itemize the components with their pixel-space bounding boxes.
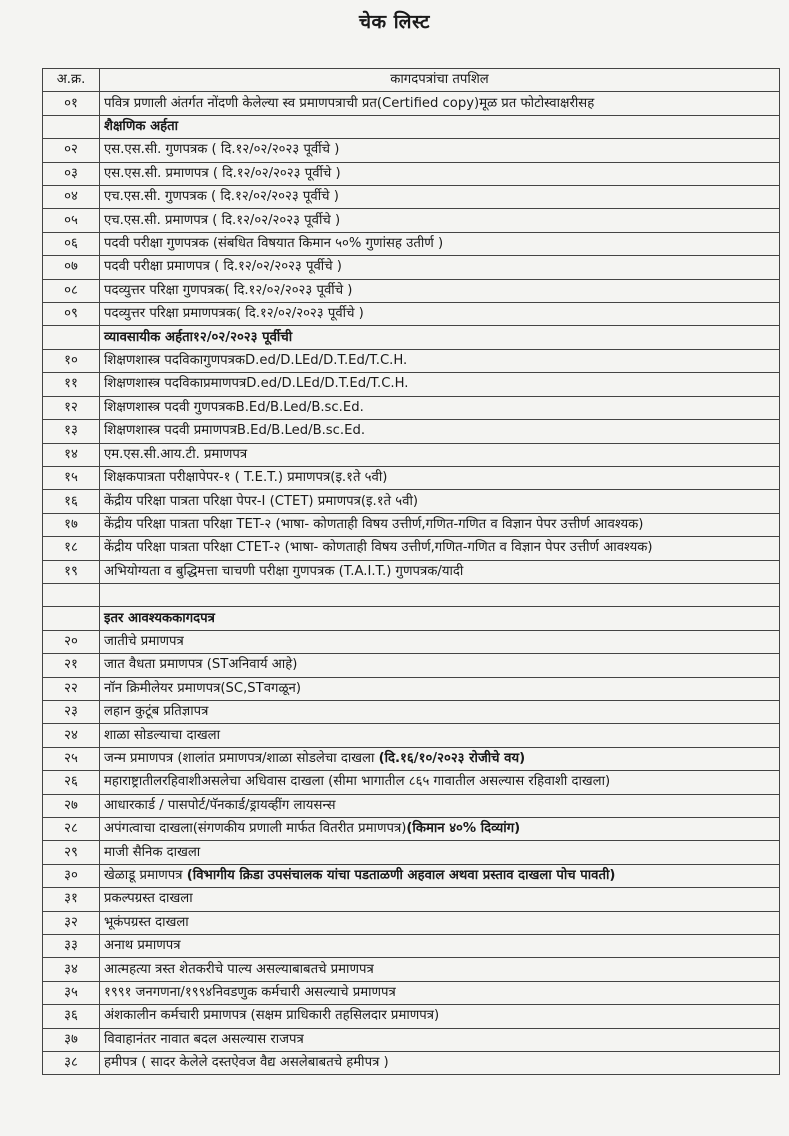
description-text: एच.एस.सी. गुणपत्रक ( दि.१२/०२/२०२३ पूर्वीचे ) (104, 189, 339, 205)
description-emphasis: (दि.१६/१०/२०२३ रोजीचे वय) (378, 750, 526, 766)
table-row (43, 958, 780, 981)
checklist-table (42, 68, 780, 1075)
checklist-rows (43, 92, 780, 1075)
table-row (43, 841, 780, 864)
document-description (100, 1052, 780, 1075)
document-description (100, 92, 780, 115)
document-description (100, 466, 780, 489)
table-row (43, 490, 780, 513)
description-emphasis: (विभागीय क्रिडा उपसंचालक यांचा पडताळणी अहवाल अथवा प्रस्ताव दाखला पोच पावती) (186, 868, 616, 884)
serial-number (43, 607, 100, 630)
description-text: १९९१ जनगणना/१९९४निवडणुक कर्मचारी असल्याचे प्रमाणपत्र (104, 985, 396, 1001)
table-row (43, 935, 780, 958)
table-row (43, 724, 780, 747)
description-text: प्रकल्पग्रस्त दाखला (104, 891, 193, 907)
description-text: पदव्युत्तर परिक्षा गुणपत्रक( दि.१२/०२/२०२३ पूर्वीचे ) (104, 282, 353, 298)
table-row (43, 443, 780, 466)
table-row (43, 560, 780, 583)
table-row (43, 139, 780, 162)
description-text: माजी सैनिक दाखला (104, 844, 201, 860)
table-row (43, 256, 780, 279)
table-row (43, 162, 780, 185)
table-header-row (43, 69, 780, 92)
description-text: एच.एस.सी. प्रमाणपत्र ( दि.१२/०२/२०२३ पूर्वीचे ) (104, 212, 341, 228)
document-description (100, 373, 780, 396)
description-text: एम.एस.सी.आय.टी. प्रमाणपत्र (104, 446, 248, 462)
serial-number: २२ (43, 677, 100, 700)
table-row (43, 279, 780, 302)
table-row (43, 654, 780, 677)
document-description (100, 677, 780, 700)
serial-number: १३ (43, 420, 100, 443)
serial-number: ३१ (43, 888, 100, 911)
document-description (100, 654, 780, 677)
table-row (43, 1005, 780, 1028)
serial-number: ३८ (43, 1052, 100, 1075)
serial-number: २३ (43, 700, 100, 723)
table-row (43, 349, 780, 372)
document-description (100, 139, 780, 162)
table-row (43, 420, 780, 443)
description-text: नॉन क्रिमीलेयर प्रमाणपत्र(SC,STवगळून) (104, 680, 301, 696)
section-heading-row (43, 115, 780, 138)
description-text: जातीचे प्रमाणपत्र (104, 633, 184, 649)
table-row (43, 513, 780, 536)
section-heading (100, 607, 780, 630)
document-description (100, 724, 780, 747)
serial-number-header: अ.क्र. (43, 69, 100, 92)
serial-number: ०६ (43, 232, 100, 255)
table-row (43, 700, 780, 723)
serial-number: ०२ (43, 139, 100, 162)
description-text: पवित्र प्रणाली अंतर्गत नोंदणी केलेल्या स्व प्रमाणपत्राची प्रत(Certified copy)मूळ प्रत फोटोस्वाक्षरीसह (104, 95, 595, 111)
serial-number: ०८ (43, 279, 100, 302)
description-text: पदवी परीक्षा प्रमाणपत्र ( दि.१२/०२/२०२३ पूर्वीचे ) (104, 259, 342, 275)
section-heading-row (43, 326, 780, 349)
serial-number: ३६ (43, 1005, 100, 1028)
serial-number: ११ (43, 373, 100, 396)
document-description (100, 935, 780, 958)
document-description (100, 396, 780, 419)
description-text: एस.एस.सी. गुणपत्रक ( दि.१२/०२/२०२३ पूर्वीचे ) (104, 142, 340, 158)
serial-number: ३० (43, 864, 100, 887)
description-text: पदवी परीक्षा गुणपत्रक (संबधित विषयात किमान ५०% गुणांसह उतीर्ण ) (104, 236, 444, 252)
table-row (43, 771, 780, 794)
document-description (100, 513, 780, 536)
document-description (100, 162, 780, 185)
document-description (100, 981, 780, 1004)
serial-number: १२ (43, 396, 100, 419)
serial-number: १४ (43, 443, 100, 466)
serial-number: २५ (43, 747, 100, 770)
serial-number: २७ (43, 794, 100, 817)
table-row (43, 1028, 780, 1051)
blank-row (43, 583, 780, 606)
description-text: व्यावसायीक अर्हता१२/०२/२०२३ पूर्वीची (104, 329, 293, 345)
serial-number: १५ (43, 466, 100, 489)
document-description (100, 583, 780, 606)
description-text: इतर आवश्यककागदपत्र (104, 610, 215, 626)
serial-number: ०१ (43, 92, 100, 115)
document-description (100, 818, 780, 841)
description-text: पदव्युत्तर परिक्षा प्रमाणपत्रक( दि.१२/०२/२०२३ पूर्वीचे ) (104, 306, 364, 322)
table-row (43, 373, 780, 396)
description-text: शाळा सोडल्याचा दाखला (104, 727, 221, 743)
serial-number: १७ (43, 513, 100, 536)
description-text: शैक्षणिक अर्हता (104, 119, 179, 135)
serial-number: १८ (43, 537, 100, 560)
description-text: एस.एस.सी. प्रमाणपत्र ( दि.१२/०२/२०२३ पूर्वीचे ) (104, 165, 341, 181)
table-row (43, 888, 780, 911)
serial-number (43, 583, 100, 606)
serial-number: २० (43, 630, 100, 653)
description-text: महाराष्ट्रातीलरहिवाशीअसलेचा अधिवास दाखला (सीमा भागातील ८६५ गावातील असल्यास रहिवाशी दाखला) (104, 774, 611, 790)
table-row (43, 794, 780, 817)
serial-number: २१ (43, 654, 100, 677)
table-row (43, 396, 780, 419)
table-row (43, 981, 780, 1004)
table-row (43, 466, 780, 489)
document-description (100, 630, 780, 653)
document-description (100, 420, 780, 443)
page-title: चेक लिस्ट (358, 11, 431, 33)
serial-number: १६ (43, 490, 100, 513)
description-emphasis: (किमान ४०% दिव्यांग) (406, 821, 521, 837)
section-heading (100, 115, 780, 138)
description-text: केंद्रीय परिक्षा पात्रता परिक्षा पेपर-I (CTET) प्रमाणपत्र(इ.१ते ५वी) (104, 493, 419, 509)
serial-number: २९ (43, 841, 100, 864)
document-description (100, 443, 780, 466)
description-text: शिक्षणशास्त्र पदवी प्रमाणपत्रB.Ed/B.Led/B.sc.Ed. (104, 423, 366, 439)
serial-number: ०४ (43, 186, 100, 209)
table-row (43, 864, 780, 887)
table-row (43, 1052, 780, 1075)
document-description (100, 279, 780, 302)
serial-number: २४ (43, 724, 100, 747)
document-description (100, 303, 780, 326)
table-row (43, 537, 780, 560)
serial-number: ३४ (43, 958, 100, 981)
table-row (43, 677, 780, 700)
document-description (100, 186, 780, 209)
table-row (43, 630, 780, 653)
document-description (100, 256, 780, 279)
description-text: भूकंपग्रस्त दाखला (104, 914, 189, 930)
document-description (100, 1028, 780, 1051)
document-description (100, 771, 780, 794)
table-row (43, 232, 780, 255)
description-text: खेळाडू प्रमाणपत्र (104, 868, 187, 884)
serial-number: ३२ (43, 911, 100, 934)
serial-number: ०५ (43, 209, 100, 232)
description-text: जात वैधता प्रमाणपत्र (STअनिवार्य आहे) (104, 657, 298, 673)
description-text: केंद्रीय परिक्षा पात्रता परिक्षा TET-२ (भाषा- कोणताही विषय उत्तीर्ण,गणित-गणित व विज्ञान पेपर उत्तीर्ण आवश्यक) (104, 516, 644, 532)
document-description (100, 1005, 780, 1028)
document-description (100, 537, 780, 560)
document-description (100, 349, 780, 372)
description-text: विवाहानंतर नावात बदल असल्यास राजपत्र (104, 1031, 304, 1047)
document-description (100, 747, 780, 770)
document-details-header: कागदपत्रांचा तपशिल (100, 69, 780, 92)
serial-number (43, 326, 100, 349)
document-description (100, 888, 780, 911)
document-description (100, 911, 780, 934)
description-text: अभियोग्यता व बुद्धिमत्ता चाचणी परीक्षा गुणपत्रक (T.A.I.T.) गुणपत्रक/यादी (104, 563, 464, 579)
section-heading (100, 326, 780, 349)
section-heading-row (43, 607, 780, 630)
serial-number: २६ (43, 771, 100, 794)
document-description (100, 560, 780, 583)
serial-number: ०९ (43, 303, 100, 326)
document-description (100, 958, 780, 981)
document-description (100, 490, 780, 513)
description-text: अपंगत्वाचा दाखला(संगणकीय प्रणाली मार्फत वितरीत प्रमाणपत्र) (104, 821, 407, 837)
serial-number: ०३ (43, 162, 100, 185)
description-text: केंद्रीय परिक्षा पात्रता परिक्षा CTET-२ (भाषा- कोणताही विषय उत्तीर्ण,गणित-गणित व विज्ञान पेपर उत्तीर्ण आवश्यक) (104, 540, 653, 556)
description-text: हमीपत्र ( सादर केलेले दस्तऐवज वैद्य असलेबाबतचे हमीपत्र ) (104, 1055, 389, 1071)
table-row (43, 209, 780, 232)
serial-number: ३३ (43, 935, 100, 958)
serial-number: ३७ (43, 1028, 100, 1051)
table-row (43, 303, 780, 326)
document-description (100, 232, 780, 255)
description-text: अनाथ प्रमाणपत्र (104, 938, 181, 954)
description-text: शिक्षणशास्त्र पदविकाप्रमाणपत्रD.ed/D.LEd/D.T.Ed/T.C.H. (104, 376, 409, 392)
table-row (43, 911, 780, 934)
serial-number: १९ (43, 560, 100, 583)
serial-number: १० (43, 349, 100, 372)
description-text: अंशकालीन कर्मचारी प्रमाणपत्र (सक्षम प्राधिकारी तहसिलदार प्रमाणपत्र) (104, 1008, 440, 1024)
table-row (43, 92, 780, 115)
table-row (43, 747, 780, 770)
table-row (43, 818, 780, 841)
serial-number (43, 115, 100, 138)
description-text: शिक्षकपात्रता परीक्षापेपर-१ ( T.E.T.) प्रमाणपत्र(इ.१ते ५वी) (104, 470, 388, 486)
description-text: जन्म प्रमाणपत्र (शालांत प्रमाणपत्र/शाळा सोडलेचा दाखला (104, 750, 379, 766)
document-description (100, 209, 780, 232)
serial-number: २८ (43, 818, 100, 841)
document-description (100, 864, 780, 887)
description-text: आधारकार्ड / पासपोर्ट/पॅनकार्ड/ड्रायव्हींग लायसन्स (104, 797, 336, 813)
document-description (100, 794, 780, 817)
description-text: शिक्षणशास्त्र पदविकागुणपत्रकD.ed/D.LEd/D.T.Ed/T.C.H. (104, 353, 408, 369)
serial-number: ३५ (43, 981, 100, 1004)
description-text: शिक्षणशास्त्र पदवी गुणपत्रकB.Ed/B.Led/B.sc.Ed. (104, 399, 364, 415)
description-text: आत्महत्या त्रस्त शेतकरीचे पाल्य असल्याबाबतचे प्रमाणपत्र (104, 961, 374, 977)
document-description (100, 841, 780, 864)
table-row (43, 186, 780, 209)
document-description (100, 700, 780, 723)
description-text: लहान कुटूंब प्रतिज्ञापत्र (104, 704, 209, 720)
serial-number: ०७ (43, 256, 100, 279)
